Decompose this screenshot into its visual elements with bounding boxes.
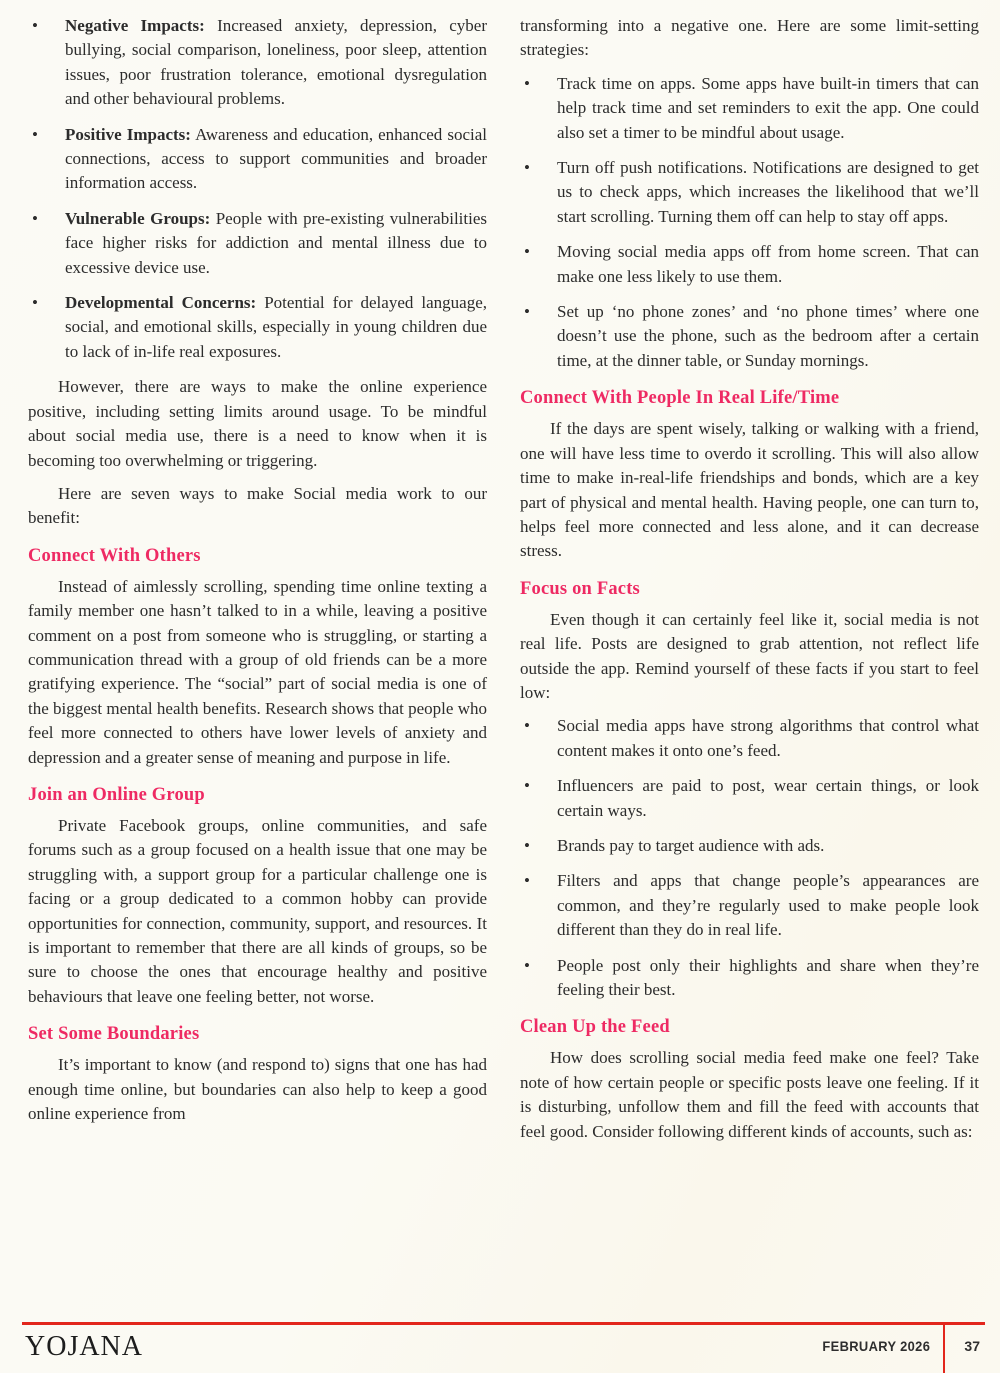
list-item-body: Awareness and education, enhanced social connections, access to support communities and broader information access.: [65, 124, 488, 193]
paragraph-seven-ways: Here are seven ways to make Social media work to our benefit:: [28, 483, 487, 528]
list-item-highlights: [520, 954, 979, 1003]
section-heading-join-online-group: Join an Online Group: [28, 784, 205, 805]
bullet-icon: •: [524, 871, 530, 891]
paragraph-connect-real-life: If the days are spent wisely, talking or walking with a friend, one will have less time to overdo it scrolling. This will also allow time to make in-real-life friendships and bonds, which are a key part of physical and mental health. Having people, one can turn to, helps feel more connected and less alone, and it can decrease stress.: [520, 419, 979, 561]
list-item-text: Influencers are paid to post, wear certain things, or look certain ways.: [557, 776, 979, 820]
list-item-text: Track time on apps. Some apps have built-in timers that can help track time and set reminders to exit the app. One could also set a timer to be mindful about usage.: [557, 73, 979, 142]
list-item-influencers: [520, 774, 979, 823]
paragraph-focus-on-facts: Even though it can certainly feel like it, social media is not real life. Posts are designed to grab attention, not reflect life outside the app. Remind yourself of these facts if you start to feel low:: [520, 609, 979, 702]
list-item-text: [65, 123, 487, 196]
list-item-body: Increased anxiety, depression, cyber bullying, social comparison, loneliness, poor sleep, attention issues, poor frustration tolerance, emotional dysregulation and other behavioural problems.: [65, 16, 488, 109]
right-column: [520, 14, 979, 1322]
footer-rule: [22, 1322, 985, 1325]
page-footer: [0, 1322, 1000, 1373]
bullet-icon: •: [524, 716, 530, 736]
list-item-brands: [520, 834, 979, 858]
list-item-no-phone-zones: [520, 300, 979, 373]
bullet-icon: •: [524, 242, 530, 262]
list-item-label: Negative Impacts:: [65, 16, 205, 35]
list-item-vulnerable-groups: [28, 207, 487, 280]
page-number: 37: [964, 1338, 980, 1354]
bullet-icon: •: [524, 302, 530, 322]
bullet-icon: •: [32, 124, 38, 144]
bullet-icon: •: [524, 776, 530, 796]
list-item-label: Positive Impacts:: [65, 124, 191, 144]
paragraph-join-online-group: Private Facebook groups, online communities, and safe forums such as a group focused on a health issue that one may be struggling with, a support group for a particular challenge one is facing or a group dedicated to a common hobby can provide opportunities for connection, community, support, and resources. It is important to remember that there are all kinds of groups, so be sure to choose the ones that encourage healthy and positive behaviours that leave one feeling better, not worse.: [28, 815, 487, 1006]
paragraph-clean-up-feed: How does scrolling social media feed make one feel? Take note of how certain people or specific posts leave one feeling. If it is disturbing, unfollow them and fill the feed with accounts that feel good. Consider following different kinds of accounts, such as:: [520, 1048, 979, 1141]
bullet-icon: •: [524, 73, 530, 93]
list-item-track-time: [520, 72, 979, 145]
footer-divider: [943, 1323, 946, 1373]
list-item-turn-off-notifications: [520, 156, 979, 229]
list-item-text: Filters and apps that change people’s appearances are common, and they’re regularly used to make people look different than they do in real life.: [557, 871, 979, 940]
list-item-label: Developmental Concerns:: [65, 293, 257, 313]
list-item-text: Turn off push notifications. Notifications are designed to get us to check apps, which increases the likelihood that we’ll start scrolling. Turning them off can help to stay off apps.: [557, 158, 979, 226]
list-item-body: People with pre-existing vulnerabilities face higher risks for addiction and mental illness due to excessive device use.: [65, 208, 488, 277]
list-item-text: Brands pay to target audience with ads.: [557, 835, 825, 855]
list-item-positive-impacts: [28, 123, 487, 196]
magazine-title: YOJANA: [25, 1331, 143, 1362]
bullet-icon: •: [32, 208, 38, 228]
left-column: [28, 14, 487, 1322]
list-item-text: Moving social media apps off from home screen. That can make one less likely to use them.: [557, 242, 979, 286]
list-item-label: Vulnerable Groups:: [65, 208, 211, 228]
list-item-text: Set up ‘no phone zones’ and ‘no phone times’ where one doesn’t use the phone, such as the bedroom after a certain time, at the dinner table, or Sunday mornings.: [557, 302, 979, 370]
list-item-text: Social media apps have strong algorithms that control what content makes it onto one’s feed.: [557, 716, 979, 760]
list-item-text: [65, 14, 487, 112]
list-item-filters: [520, 869, 979, 942]
list-item-text: [65, 207, 487, 280]
bullet-icon: •: [524, 835, 530, 855]
section-heading-connect-with-others: Connect With Others: [28, 545, 201, 566]
list-item-move-apps: [520, 240, 979, 289]
section-heading-focus-on-facts: Focus on Facts: [520, 578, 640, 599]
list-item-algorithms: [520, 714, 979, 763]
list-item-body: Potential for delayed language, social, and emotional skills, especially in young children due to lack of in-life real exposures.: [65, 293, 487, 361]
section-heading-connect-real-life: Connect With People In Real Life/Time: [520, 388, 840, 409]
section-heading-clean-up-feed: Clean Up the Feed: [520, 1017, 670, 1038]
bullet-icon: •: [524, 955, 530, 975]
bullet-icon: •: [524, 158, 530, 178]
paragraph-transforming-continuation: transforming into a negative one. Here are some limit-setting strategies:: [520, 16, 979, 60]
issue-date: FEBRUARY 2026: [822, 1338, 930, 1354]
bullet-icon: •: [32, 16, 38, 35]
list-item-text: People post only their highlights and share when they’re feeling their best.: [557, 955, 979, 999]
bullet-icon: •: [32, 293, 38, 313]
list-item-developmental-concerns: [28, 291, 487, 364]
list-item-text: [65, 291, 487, 364]
paragraph-however: However, there are ways to make the online experience positive, including setting limits around usage. To be mindful about social media use, there is a need to know when it is becoming too overwhelming or triggering.: [28, 377, 487, 470]
section-heading-set-some-boundaries: Set Some Boundaries: [28, 1024, 200, 1045]
paragraph-connect-with-others: Instead of aimlessly scrolling, spending time online texting a family member one hasn’t talked to in a while, leaving a positive comment on a post from someone who is struggling, or starting a communication thread with a group of old friends can be a more gratifying experience. The “social” part of social media is one of the biggest mental health benefits. Research shows that people who feel more connected to others have lower levels of anxiety and depression and a greater sense of meaning and purpose in life.: [28, 576, 487, 767]
list-item-negative-impacts: [28, 14, 487, 112]
paragraph-set-some-boundaries: It’s important to know (and respond to) signs that one has had enough time online, but boundaries can also help to keep a good online experience from: [28, 1055, 487, 1124]
